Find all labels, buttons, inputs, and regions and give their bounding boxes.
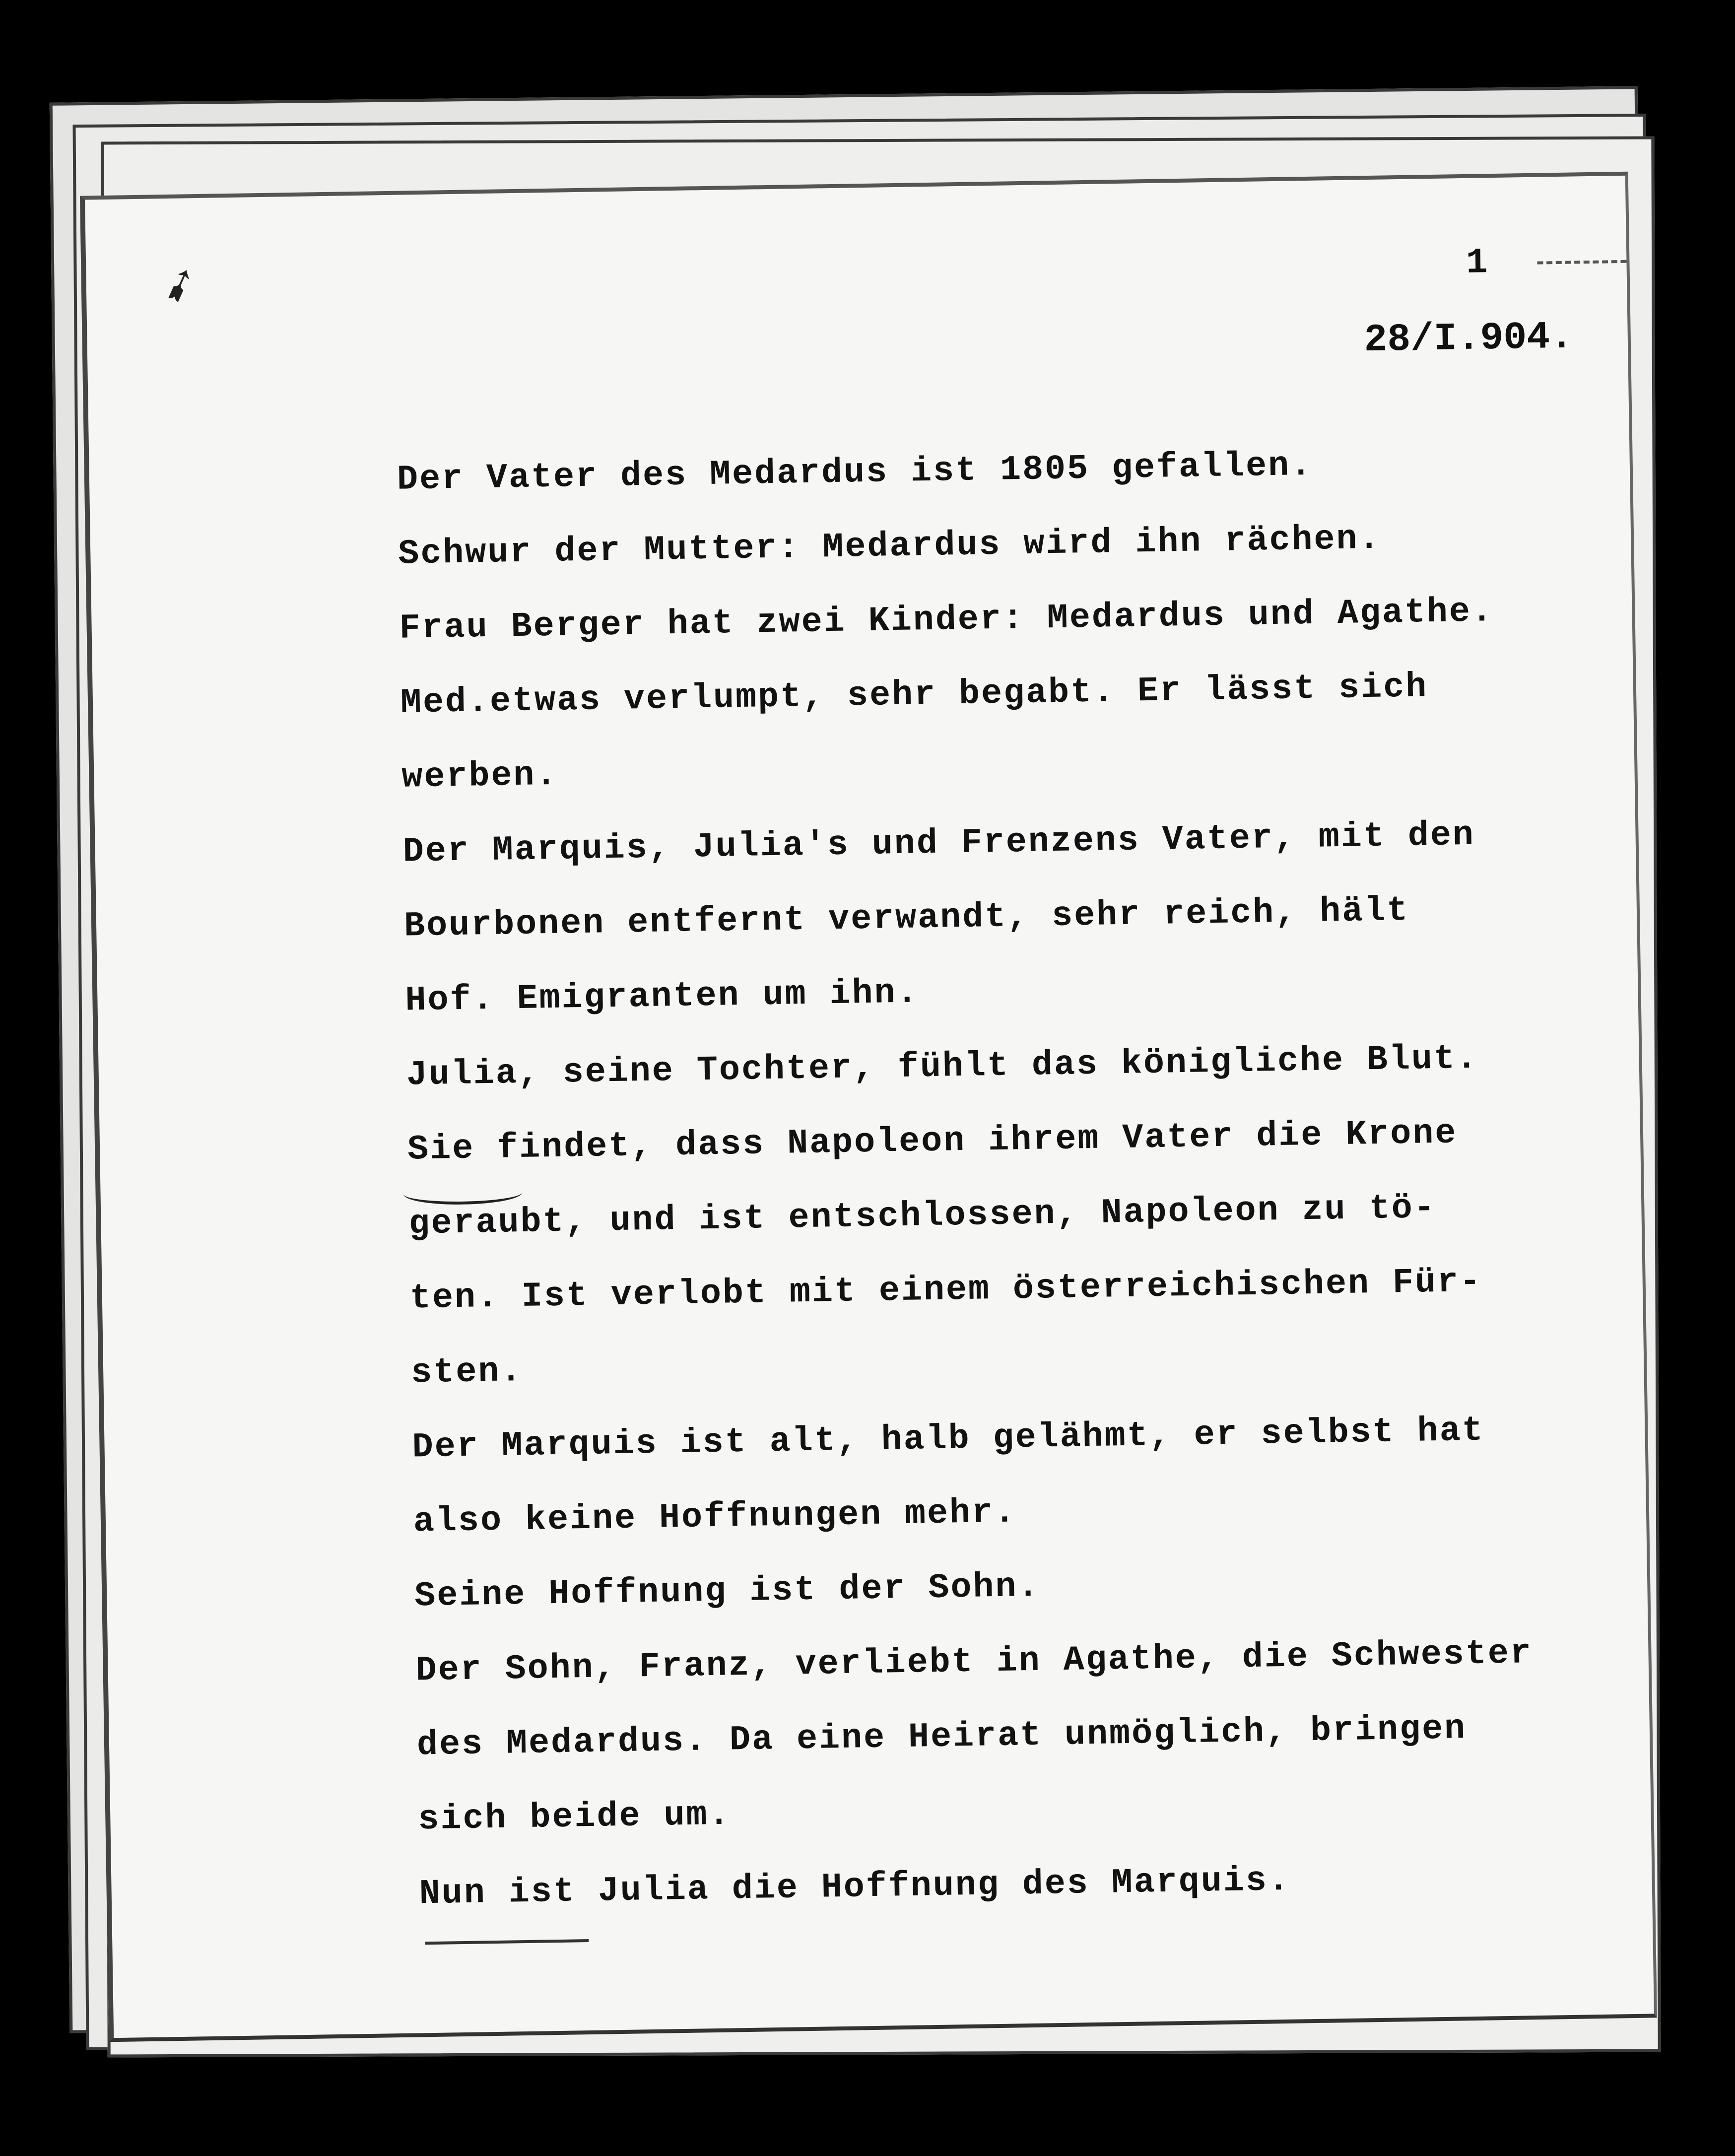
text-line: Hof. Emigranten um ihn. bbox=[404, 973, 920, 1021]
typed-text-body bbox=[397, 424, 1601, 1932]
pen-mark-icon: ➹ bbox=[152, 253, 206, 315]
text-line: Der Marquis, Julia's und Frenzens Vater, mit den bbox=[402, 815, 1475, 872]
margin-dashes bbox=[1537, 260, 1626, 267]
text-line: Der Sohn, Franz, verliebt in Agathe, die Schwester bbox=[415, 1634, 1533, 1691]
text-line: also keine Hoffnungen mehr. bbox=[413, 1493, 1017, 1542]
text-line: Med.etwas verlumpt, sehr begabt. Er lässt sich bbox=[400, 668, 1428, 723]
text-line: werben. bbox=[401, 755, 559, 798]
page-number: 1 bbox=[1466, 242, 1488, 283]
handwritten-underline bbox=[425, 1939, 589, 1945]
text-line: Der Vater des Medardus ist 1805 gefallen. bbox=[397, 446, 1313, 500]
text-line: ten. Ist verlobt mit einem österreichischen Für- bbox=[409, 1262, 1482, 1319]
text-line: sten. bbox=[410, 1352, 523, 1393]
text-line: Schwur der Mutter: Medardus wird ihn rächen. bbox=[398, 519, 1382, 574]
date: 28/I.904. bbox=[1363, 315, 1574, 363]
text-line: geraubt, und ist entschlossen, Napoleon zu tö- bbox=[408, 1189, 1437, 1244]
text-line: Frau Berger hat zwei Kinder: Medardus und Agathe. bbox=[399, 592, 1494, 649]
text-line: Julia, seine Tochter, fühlt das königliche Blut. bbox=[406, 1039, 1479, 1095]
text-line: Sie findet, dass Napoleon ihrem Vater die Krone bbox=[407, 1114, 1458, 1170]
text-line: Bourbonen entfernt verwandt, sehr reich, hält bbox=[403, 891, 1409, 946]
typescript-page bbox=[80, 172, 1657, 2042]
text-line: des Medardus. Da eine Heirat unmöglich, bringen bbox=[416, 1709, 1467, 1765]
text-line: Nun ist Julia die Hoffnung des Marquis. bbox=[419, 1861, 1291, 1914]
text-line: Seine Hoffnung ist der Sohn. bbox=[414, 1567, 1041, 1617]
text-line: Der Marquis ist alt, halb gelähmt, er selbst hat bbox=[412, 1411, 1485, 1468]
text-line: sich beide um. bbox=[417, 1795, 732, 1840]
